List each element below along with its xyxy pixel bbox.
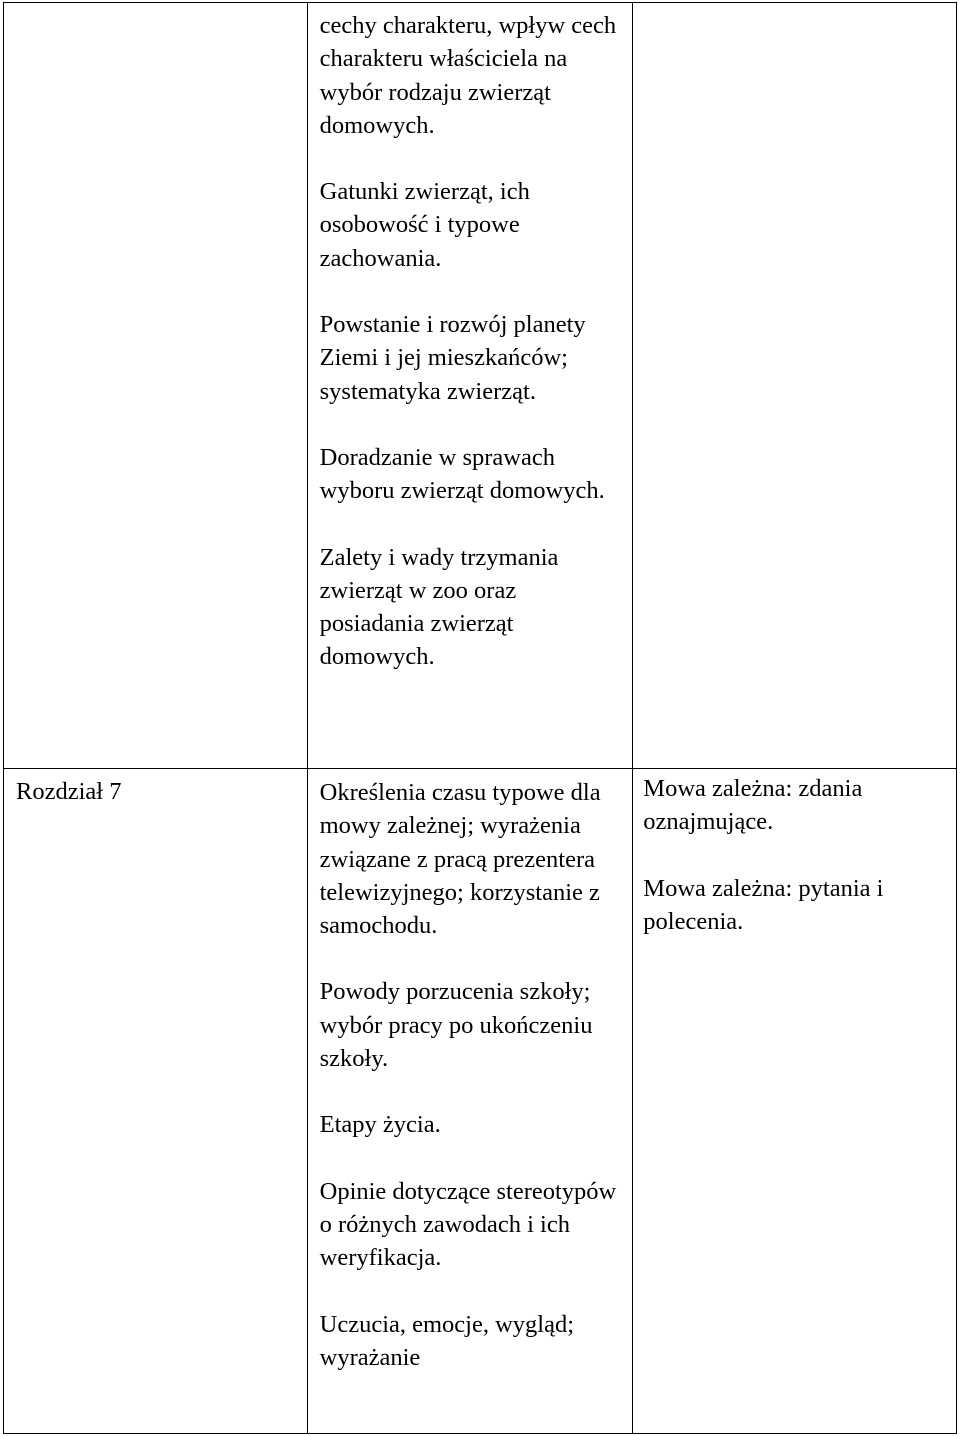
grammar-cell	[633, 769, 957, 1434]
table-row	[4, 3, 957, 769]
grammar-item: Mowa zależna: pytania i polecenia.	[643, 874, 884, 935]
vocabulary-item: cechy charakteru, wpływ cech charakteru właściciela na wybór rodzaju zwierząt domowych.	[319, 12, 617, 139]
vocabulary-item: Powstanie i rozwój planety Ziemi i jej mieszkańców; systematyka zwierząt.	[319, 311, 586, 405]
vocabulary-item: Uczucia, emocje, wygląd; wyrażanie	[319, 1310, 575, 1371]
vocabulary-item: Określenia czasu typowe dla mowy zależnej; wyrażenia związane z pracą prezentera telewizyjnego; korzystanie z samochodu.	[319, 779, 601, 940]
vocabulary-list	[308, 3, 633, 674]
vocabulary-cell	[307, 3, 633, 769]
vocabulary-item: Zalety i wady trzymania zwierząt w zoo oraz posiadania zwierząt domowych.	[319, 543, 559, 671]
chapter-label: Rozdział 7	[16, 778, 122, 805]
table-row	[4, 769, 957, 1434]
vocabulary-item: Doradzanie w sprawach wyboru zwierząt domowych.	[319, 443, 605, 505]
grammar-item: Mowa zależna: zdania oznajmujące.	[643, 775, 863, 836]
grammar-cell	[633, 3, 957, 769]
grammar-list	[633, 769, 956, 938]
vocabulary-item: Opinie dotyczące stereotypów o różnych zawodach i ich weryfikacja.	[319, 1177, 617, 1272]
vocabulary-item: Powody porzucenia szkoły; wybór pracy po ukończeniu szkoły.	[319, 978, 593, 1073]
vocabulary-item: Etapy życia.	[319, 1111, 441, 1139]
curriculum-table	[3, 2, 957, 1434]
vocabulary-list	[308, 769, 633, 1374]
vocabulary-item: Gatunki zwierząt, ich osobowość i typowe zachowania.	[319, 178, 530, 272]
chapter-cell	[4, 769, 308, 1434]
chapter-label	[4, 3, 307, 9]
chapter-cell	[4, 3, 308, 769]
vocabulary-cell	[307, 769, 633, 1434]
